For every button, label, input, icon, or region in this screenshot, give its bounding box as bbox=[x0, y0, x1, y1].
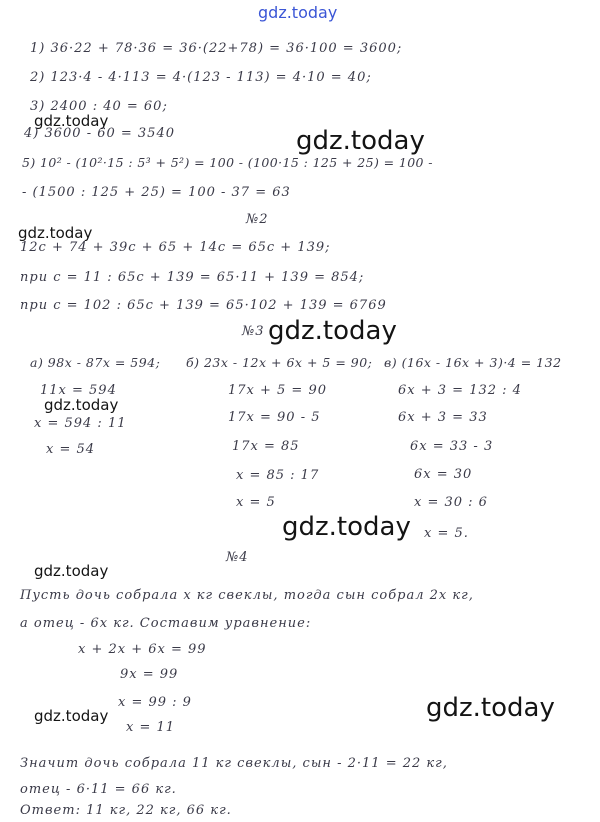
watermark: gdz.today bbox=[282, 512, 411, 542]
task2-line1: 12c + 74 + 39c + 65 + 14c = 65c + 139; bbox=[20, 240, 331, 255]
task3-v-step: 6x + 3 = 33 bbox=[398, 410, 488, 425]
task3-b-step: x = 5 bbox=[236, 495, 276, 510]
task3-b-step: x = 85 : 17 bbox=[236, 468, 320, 483]
watermark: gdz.today bbox=[34, 707, 109, 725]
watermark-top: gdz.today bbox=[258, 3, 338, 22]
task3-a-step: 11x = 594 bbox=[40, 383, 117, 398]
task4-equation: 9x = 99 bbox=[120, 667, 179, 682]
task3-v-step: x = 30 : 6 bbox=[414, 495, 488, 510]
task4-header: №4 bbox=[226, 550, 249, 565]
watermark: gdz.today bbox=[426, 693, 555, 723]
task3-a-equation: а) 98x - 87x = 594; bbox=[30, 355, 161, 370]
task3-b-equation: б) 23x - 12x + 6x + 5 = 90; bbox=[186, 355, 373, 370]
task3-b-step: 17x = 85 bbox=[232, 439, 300, 454]
task3-b-step: 17x + 5 = 90 bbox=[228, 383, 328, 398]
task3-v-step: x = 5. bbox=[424, 526, 469, 541]
task3-v-step: 6x = 33 - 3 bbox=[410, 439, 494, 454]
task4-conclusion-line2: отец - 6·11 = 66 кг. bbox=[20, 782, 177, 797]
task2-line2: при c = 11 : 65c + 139 = 65·11 + 139 = 854; bbox=[20, 270, 365, 285]
task2-header: №2 bbox=[246, 212, 269, 227]
task1-line4: 4) 3600 - 60 = 3540 bbox=[24, 126, 175, 141]
watermark: gdz.today bbox=[44, 396, 119, 414]
task2-line3: при c = 102 : 65c + 139 = 65·102 + 139 = 6769 bbox=[20, 298, 387, 313]
task1-line5: 5) 10² - (10²·15 : 5³ + 5²) = 100 - (100·15 : 125 + 25) = 100 - bbox=[22, 155, 433, 170]
task1-line6: - (1500 : 125 + 25) = 100 - 37 = 63 bbox=[22, 185, 291, 200]
task4-text-line2: а отец - 6x кг. Составим уравнение: bbox=[20, 616, 312, 631]
task1-line3: 3) 2400 : 40 = 60; bbox=[30, 99, 168, 114]
task4-answer: Ответ: 11 кг, 22 кг, 66 кг. bbox=[20, 803, 232, 818]
task3-b-step: 17x = 90 - 5 bbox=[228, 410, 321, 425]
task3-a-step: x = 594 : 11 bbox=[34, 416, 127, 431]
task3-v-equation: в) (16x - 16x + 3)·4 = 132 bbox=[384, 355, 562, 370]
task4-equation: x + 2x + 6x = 99 bbox=[78, 642, 207, 657]
watermark: gdz.today bbox=[296, 126, 425, 156]
task3-v-step: 6x + 3 = 132 : 4 bbox=[398, 383, 522, 398]
task4-equation: x = 11 bbox=[126, 720, 176, 735]
task1-line1: 1) 36·22 + 78·36 = 36·(22+78) = 36·100 = 3600; bbox=[30, 41, 403, 56]
task1-line2: 2) 123·4 - 4·113 = 4·(123 - 113) = 4·10 = 40; bbox=[30, 70, 372, 85]
task4-text-line1: Пусть дочь собрала x кг свеклы, тогда сын собрал 2x кг, bbox=[20, 588, 474, 603]
watermark: gdz.today bbox=[268, 316, 397, 346]
task4-conclusion-line1: Значит дочь собрала 11 кг свеклы, сын - 2·11 = 22 кг, bbox=[20, 756, 448, 771]
task3-a-step: x = 54 bbox=[46, 442, 96, 457]
watermark: gdz.today bbox=[18, 224, 93, 242]
task3-header: №3 bbox=[242, 324, 265, 339]
watermark: gdz.today bbox=[34, 112, 109, 130]
task3-v-step: 6x = 30 bbox=[414, 467, 473, 482]
watermark: gdz.today bbox=[34, 562, 109, 580]
task4-equation: x = 99 : 9 bbox=[118, 695, 192, 710]
